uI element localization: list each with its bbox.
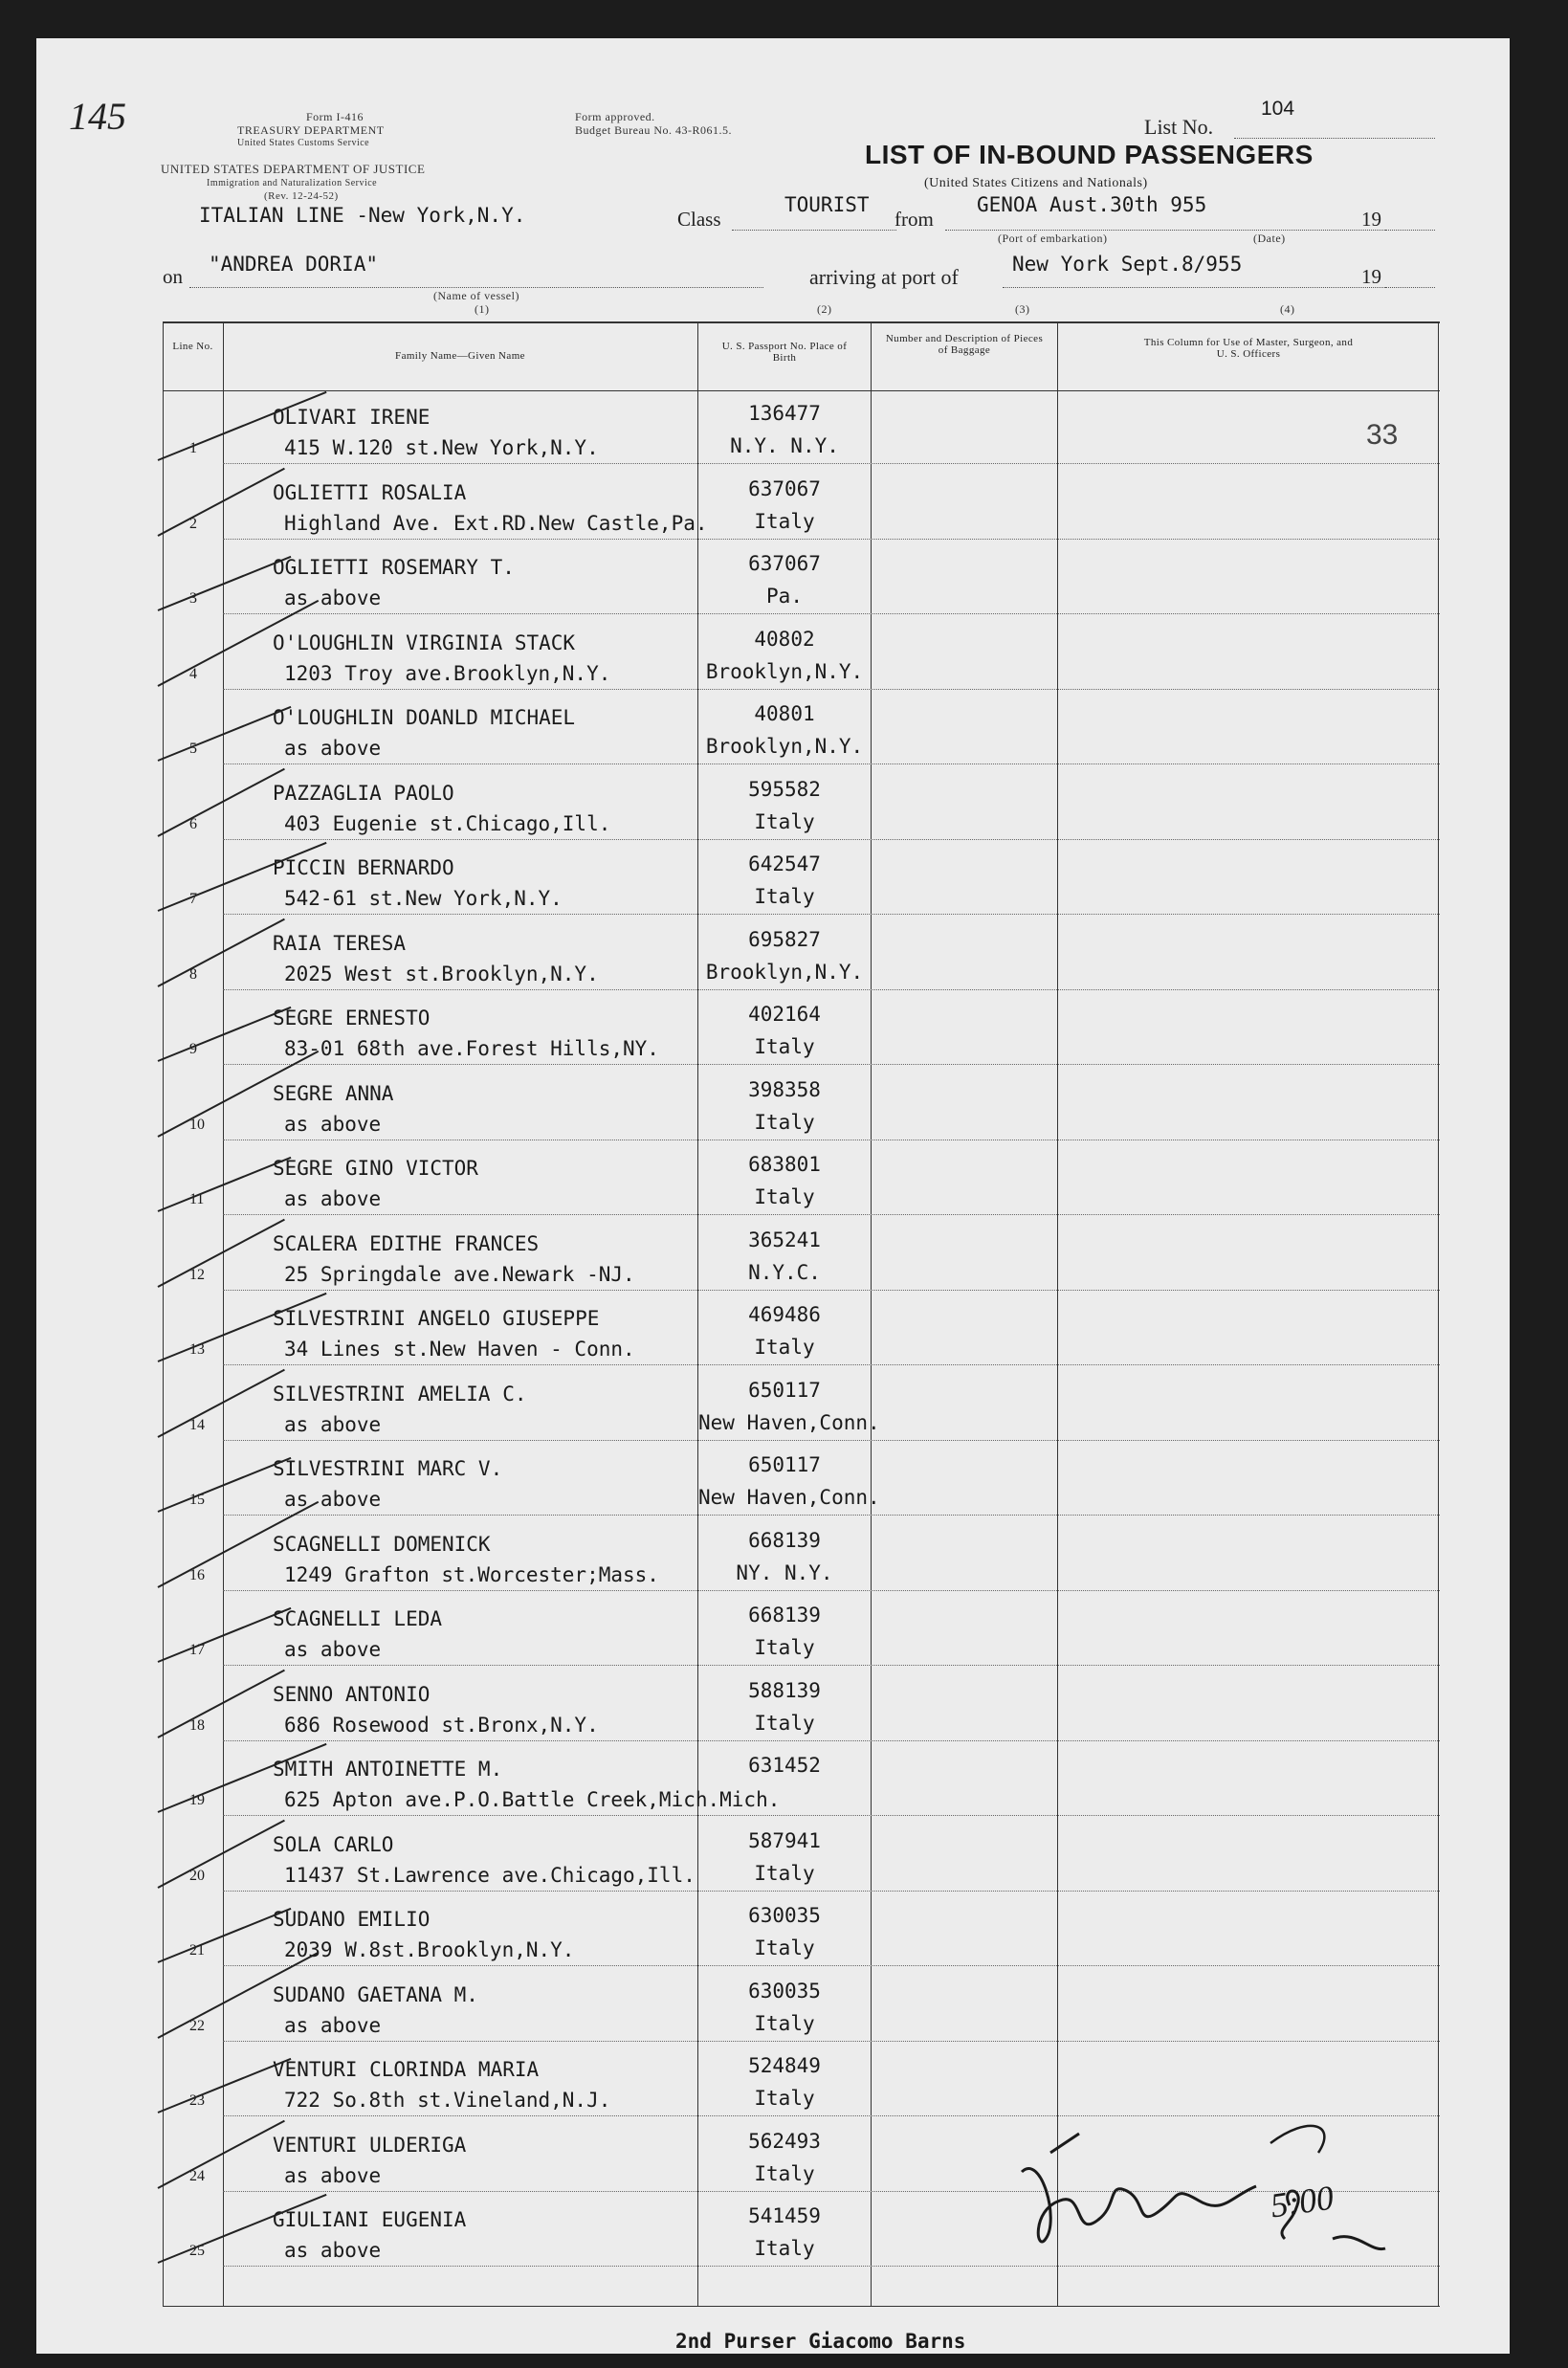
table-row (163, 1294, 1440, 1368)
shipping-line: ITALIAN LINE -New York,N.Y. (199, 204, 526, 227)
passport-number: 365241 (748, 1228, 821, 1251)
table-row (163, 392, 1440, 467)
passenger-address: as above (284, 1638, 382, 1661)
passenger-address: 34 Lines st.New Haven - Conn. (284, 1338, 635, 1361)
passport-number: 630035 (748, 1979, 821, 2003)
place-of-birth: Italy (754, 1336, 815, 1359)
passenger-address: 542-61 st.New York,N.Y. (284, 887, 563, 910)
passport-number: 642547 (748, 852, 821, 875)
table-row (163, 618, 1440, 693)
place-of-birth: Italy (754, 885, 815, 908)
list-no-label: List No. (1144, 115, 1214, 139)
passenger-address: 686 Rosewood st.Bronx,N.Y. (284, 1713, 599, 1737)
line-number: 1 (189, 440, 197, 456)
checkmark-stroke (158, 2119, 285, 2188)
passport-number: 524849 (748, 2054, 821, 2077)
checkmark-stroke (158, 706, 292, 762)
line-number: 12 (189, 1266, 205, 1283)
passenger-name: O'LOUGHLIN VIRGINIA STACK (273, 631, 576, 654)
checkmark-stroke (158, 1457, 292, 1513)
passenger-name: SILVESTRINI AMELIA C. (273, 1382, 527, 1405)
col-header-name: Family Name—Given Name (395, 350, 525, 362)
line-number: 24 (189, 2167, 205, 2184)
handwritten-note: 5:00 (1268, 2178, 1336, 2225)
table-row (163, 1670, 1440, 1744)
col-num-3: (3) (1015, 302, 1030, 316)
passport-number: 695827 (748, 927, 821, 951)
passenger-address: 625 Apton ave.P.O.Battle Creek,Mich.Mich. (284, 1788, 781, 1811)
year-label-2: 19 (1361, 265, 1381, 288)
checkmark-stroke (158, 918, 285, 986)
passenger-name: SOLA CARLO (273, 1832, 394, 1856)
passport-number: 668139 (748, 1528, 821, 1552)
passenger-address: 415 W.120 st.New York,N.Y. (284, 436, 599, 459)
embarkation-value: GENOA Aust.30th 955 (977, 193, 1207, 216)
place-of-birth: New Haven,Conn. (698, 1486, 880, 1509)
customs-service: United States Customs Service (237, 138, 370, 148)
col-num-2: (2) (817, 302, 832, 316)
checkmark-stroke (158, 2058, 292, 2113)
checkmark-stroke (158, 767, 285, 836)
line-number: 8 (189, 965, 197, 983)
place-of-birth: Brooklyn,N.Y. (705, 659, 864, 683)
place-of-birth: Italy (754, 1185, 815, 1208)
passenger-address: as above (284, 2013, 382, 2037)
passport-number: 398358 (748, 1077, 821, 1101)
line-number: 9 (189, 1041, 197, 1057)
passenger-address: 1249 Grafton st.Worcester;Mass. (284, 1562, 659, 1586)
passport-number: 587941 (748, 1828, 821, 1852)
list-no: 104 (1261, 98, 1295, 120)
passenger-name: SEGRE ERNESTO (273, 1007, 431, 1029)
passenger-address: 11437 St.Lawrence ave.Chicago,Ill. (284, 1863, 696, 1887)
line-number: 20 (189, 1867, 205, 1884)
line-number: 22 (189, 2017, 205, 2034)
checkmark-stroke (158, 1157, 292, 1212)
port-embark-caption: (Port of embarkation) (998, 232, 1108, 245)
passenger-address: as above (284, 1187, 382, 1210)
table-row (163, 1143, 1440, 1218)
line-number: 13 (189, 1341, 205, 1358)
passenger-name: SENNO ANTONIO (273, 1682, 431, 1706)
col-header-passport: U. S. Passport No. Place of Birth (721, 341, 848, 364)
line-number: 3 (189, 590, 197, 607)
date-caption: (Date) (1253, 232, 1286, 245)
place-of-birth: Italy (754, 809, 815, 833)
place-of-birth: N.Y. N.Y. (730, 434, 839, 457)
passenger-address: as above (284, 737, 382, 760)
passport-number: 650117 (748, 1453, 821, 1476)
passport-number: 683801 (748, 1153, 821, 1176)
checkmark-stroke (158, 1368, 285, 1437)
line-number: 5 (189, 741, 197, 757)
checkmark-stroke (158, 1607, 292, 1663)
passenger-address: as above (284, 1412, 382, 1436)
table-row (163, 542, 1440, 617)
place-of-birth: Italy (754, 1861, 815, 1885)
table-row (163, 1369, 1440, 1444)
form-approval: Form approved. (575, 110, 655, 123)
place-of-birth: Italy (754, 1936, 815, 1959)
place-of-birth: Italy (754, 509, 815, 533)
passenger-name: SEGRE GINO VICTOR (273, 1157, 478, 1180)
place-of-birth: Brooklyn,N.Y. (705, 960, 864, 984)
passenger-address: as above (284, 1488, 382, 1511)
passenger-address: as above (284, 586, 382, 609)
table-row (163, 1820, 1440, 1894)
passenger-name: OGLIETTI ROSALIA (273, 480, 467, 504)
checkmark-stroke (158, 1908, 292, 1963)
passenger-address: as above (284, 2163, 382, 2187)
passport-number: 40802 (754, 627, 815, 651)
arrival-value: New York Sept.8/955 (1012, 253, 1243, 276)
place-of-birth: Italy (754, 1711, 815, 1735)
col-header-officers: This Column for Use of Master, Surgeon, and U. S. Officers (1143, 337, 1354, 360)
budget-bureau: Budget Bureau No. 43-R061.5. (575, 123, 732, 137)
passport-number: 469486 (748, 1303, 821, 1326)
line-number: 11 (189, 1191, 205, 1207)
passenger-address: 1203 Troy ave.Brooklyn,N.Y. (284, 661, 611, 685)
passport-number: 40801 (754, 702, 815, 725)
table-row (163, 1894, 1440, 1969)
table-row (163, 1970, 1440, 2045)
arriving-label: arriving at port of (809, 265, 959, 289)
officer-note: 33 (1366, 419, 1399, 451)
passport-number: 668139 (748, 1604, 821, 1627)
place-of-birth: Italy (754, 2161, 815, 2185)
passenger-address: as above (284, 2239, 382, 2262)
table-row (163, 993, 1440, 1068)
line-number: 10 (189, 1116, 205, 1133)
place-of-birth: Pa. (766, 585, 803, 608)
passenger-table (163, 321, 1440, 2307)
passenger-name: SCAGNELLI DOMENICK (273, 1532, 491, 1556)
passenger-address: as above (284, 1112, 382, 1136)
line-number: 2 (189, 515, 197, 532)
passenger-name: SCAGNELLI LEDA (273, 1607, 443, 1630)
justice-dept: UNITED STATES DEPARTMENT OF JUSTICE (161, 162, 426, 176)
checkmark-stroke (158, 1007, 292, 1062)
place-of-birth: Italy (754, 2011, 815, 2035)
checkmark-stroke (158, 556, 292, 611)
line-number: 7 (189, 891, 197, 907)
passenger-name: SMITH ANTOINETTE M. (273, 1758, 503, 1781)
page-title: LIST OF IN-BOUND PASSENGERS (865, 140, 1314, 169)
table-row (163, 768, 1440, 843)
col-num-4: (4) (1280, 302, 1295, 316)
passport-number: 630035 (748, 1904, 821, 1927)
passenger-name: SUDANO GAETANA M. (273, 1982, 478, 2006)
checkmark-stroke (158, 1819, 285, 1888)
passenger-name: SILVESTRINI MARC V. (273, 1457, 503, 1480)
passenger-address: Highland Ave. Ext.RD.New Castle,Pa. (284, 511, 708, 535)
place-of-birth: N.Y.C. (748, 1260, 821, 1284)
passenger-name: SILVESTRINI ANGELO GIUSEPPE (273, 1307, 600, 1330)
passenger-address: 25 Springdale ave.Newark -NJ. (284, 1262, 635, 1286)
line-number: 14 (189, 1416, 205, 1433)
table-row (163, 843, 1440, 918)
passport-number: 402164 (748, 1003, 821, 1026)
table-row (163, 1519, 1440, 1594)
ins-service: Immigration and Naturalization Service (207, 178, 378, 188)
passenger-name: OLIVARI IRENE (273, 406, 431, 429)
passenger-address: 722 So.8th st.Vineland,N.J. (284, 2089, 611, 2112)
passenger-name: PICCIN BERNARDO (273, 856, 454, 879)
class-value: TOURIST (784, 193, 870, 216)
passport-number: 595582 (748, 777, 821, 801)
line-number: 19 (189, 1792, 205, 1808)
passenger-name: PAZZAGLIA PAOLO (273, 781, 454, 805)
form-revision: (Rev. 12-24-52) (264, 190, 339, 202)
table-row (163, 1444, 1440, 1518)
passenger-name: VENTURI CLORINDA MARIA (273, 2058, 540, 2081)
col-header-baggage: Number and Description of Pieces of Baggage (885, 333, 1044, 356)
line-number: 23 (189, 2092, 205, 2109)
line-number: 17 (189, 1642, 205, 1658)
passenger-address: 2039 W.8st.Brooklyn,N.Y. (284, 1938, 575, 1961)
passenger-name: SCALERA EDITHE FRANCES (273, 1231, 540, 1255)
line-number: 6 (189, 815, 197, 832)
passenger-name: O'LOUGHLIN DOANLD MICHAEL (273, 706, 576, 729)
line-number: 21 (189, 1942, 205, 1959)
place-of-birth: Italy (754, 1035, 815, 1058)
passenger-address: 403 Eugenie st.Chicago,Ill. (284, 811, 611, 835)
table-row (163, 1219, 1440, 1294)
passenger-address: 83-01 68th ave.Forest Hills,NY. (284, 1037, 659, 1060)
passenger-name: OGLIETTI ROSEMARY T. (273, 556, 515, 579)
passport-number: 637067 (748, 476, 821, 500)
place-of-birth: Brooklyn,N.Y. (705, 735, 864, 758)
col-header-line: Line No. (172, 341, 213, 352)
line-number: 25 (189, 2243, 205, 2259)
table-row (163, 1744, 1440, 1819)
treasury-dept: TREASURY DEPARTMENT (237, 123, 385, 137)
form-number: Form I-416 (306, 110, 364, 123)
table-row (163, 1594, 1440, 1669)
passport-number: 541459 (748, 2204, 821, 2227)
line-number: 18 (189, 1716, 205, 1734)
passport-number: 136477 (748, 402, 821, 425)
passport-number: 562493 (748, 2129, 821, 2153)
table-row (163, 693, 1440, 767)
year-label: 19 (1361, 208, 1381, 231)
class-label: Class (677, 208, 721, 231)
place-of-birth: Italy (754, 2237, 815, 2260)
passport-number: 588139 (748, 1678, 821, 1702)
passenger-name: VENTURI ULDERIGA (273, 2133, 467, 2157)
passenger-name: GIULIANI EUGENIA (273, 2208, 467, 2231)
vessel-caption: (Name of vessel) (433, 289, 519, 302)
table-row (163, 468, 1440, 542)
inspector-signature (993, 2095, 1395, 2287)
manifest-page (36, 38, 1510, 2354)
side-mark: 145 (69, 95, 126, 138)
place-of-birth: Italy (754, 1110, 815, 1134)
checkmark-stroke (158, 1669, 285, 1737)
checkmark-stroke (158, 1218, 285, 1287)
purser-signature: 2nd Purser Giacomo Barns (675, 2330, 966, 2353)
checkmark-stroke (158, 467, 285, 536)
place-of-birth: Italy (754, 2087, 815, 2110)
table-row (163, 1069, 1440, 1143)
place-of-birth: NY. N.Y. (736, 1560, 833, 1584)
passenger-name: SEGRE ANNA (273, 1081, 394, 1105)
from-label: from (894, 208, 934, 231)
line-number: 16 (189, 1566, 205, 1583)
line-number: 15 (189, 1492, 205, 1508)
passport-number: 650117 (748, 1378, 821, 1402)
passenger-name: SUDANO EMILIO (273, 1908, 431, 1931)
place-of-birth: Italy (754, 1636, 815, 1659)
col-num-1: (1) (475, 302, 490, 316)
on-label: on (163, 265, 183, 288)
place-of-birth: New Haven,Conn. (698, 1410, 880, 1434)
passenger-address: 2025 West st.Brooklyn,N.Y. (284, 962, 599, 985)
passport-number: 637067 (748, 552, 821, 575)
vessel-name: "ANDREA DORIA" (209, 253, 379, 276)
passenger-name: RAIA TERESA (273, 931, 407, 955)
table-row (163, 918, 1440, 993)
passport-number: 631452 (748, 1754, 821, 1777)
page-subtitle: (United States Citizens and Nationals) (924, 176, 1148, 190)
line-number: 4 (189, 665, 197, 682)
